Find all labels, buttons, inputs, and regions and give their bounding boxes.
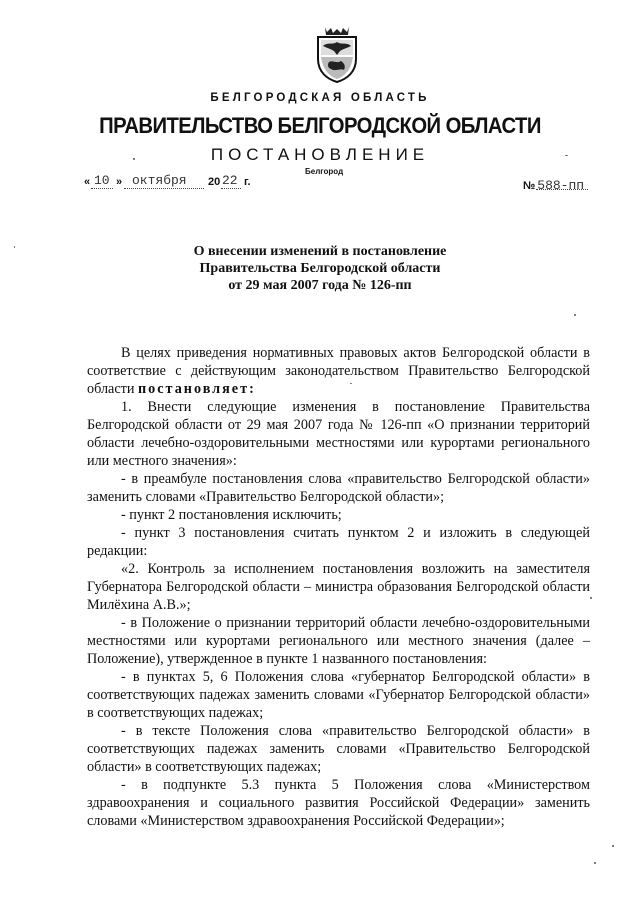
date-year-abbr: г. [244, 176, 251, 188]
title-line-3: от 29 мая 2007 года № 126-пп [228, 278, 412, 293]
title-line-1: О внесении изменений в постановление [193, 244, 447, 259]
date-year-suffix: 22 [222, 173, 238, 188]
scan-speck [590, 597, 592, 599]
scan-speck [133, 158, 135, 160]
coat-of-arms-emblem [311, 24, 363, 84]
paragraph-preamble-change: - в преамбуле постановления слова «правительство Белгородской области» заменить словами «Правительство Белгородской области»; [87, 471, 590, 505]
date-close-quote: » [116, 176, 123, 188]
region-heading: БЕЛГОРОДСКАЯ ОБЛАСТЬ [210, 92, 430, 104]
paragraph-exclude-item-2: - пункт 2 постановления исключить; [121, 507, 342, 523]
date-month: октября [132, 173, 187, 188]
paragraph-item-3-change: - пункт 3 постановления считать пунктом 2 и изложить в следующей редакции: [87, 525, 590, 559]
government-heading: ПРАВИТЕЛЬСТВО БЕЛГОРОДСКОЙ ОБЛАСТИ [99, 113, 541, 138]
scan-speck [565, 155, 568, 156]
year-underline [221, 188, 241, 189]
paragraph-subitem-5-3: - в подпункте 5.3 пункта 5 Положения слова «Министерством здравоохранения и социального развития Российской Федерации» заменить словами «Министерством здравоохранения Российской Федерации»; [87, 777, 590, 829]
preamble-paragraph [87, 344, 590, 398]
paragraph-regulation-change: - в Положение о признании территорий области лечебно-оздоровительными местностями или курортами регионального или местного значения (далее – Положение), утвержденное в пункте 1 названного постановления: [87, 615, 590, 667]
scan-speck [594, 862, 596, 864]
scan-speck [612, 845, 614, 847]
number-sign: № [523, 180, 536, 192]
document-type-heading: ПОСТАНОВЛЕНИЕ [210, 145, 430, 164]
number-value: 588-пп [537, 178, 585, 193]
paragraph-control-clause: «2. Контроль за исполнением постановления возложить на заместителя Губернатора Белгородской области – министра образования Белгородской области Милёхина А.В.»; [87, 561, 590, 613]
resolves-word: постановляет: [137, 381, 256, 397]
paragraph-regulation-text: - в тексте Положения слова «правительство Белгородской области» в соответствующих падежах заменить словами «Правительство Белгородской области» в соответствующих падежах; [87, 723, 590, 775]
date-day: 10 [94, 173, 110, 188]
scan-speck [350, 383, 352, 384]
title-line-2: Правительства Белгородской области [199, 261, 441, 276]
document-body [87, 344, 590, 830]
number-underline [536, 189, 588, 190]
paragraph-item-1: 1. Внести следующие изменения в постановление Правительства Белгородской области от 29 мая 2007 года № 126-пп «О признании территорий области лечебно-оздоровительными местностями или курортами регионального или местного значения»: [87, 399, 590, 469]
scan-speck [14, 246, 15, 248]
city-label: Белгород [305, 167, 344, 176]
date-open-quote: « [84, 176, 91, 188]
scan-speck [574, 314, 576, 316]
day-underline [91, 188, 113, 189]
date-year-prefix: 20 [208, 176, 221, 188]
document-title [0, 243, 640, 294]
paragraph-items-5-6: - в пунктах 5, 6 Положения слова «губернатор Белгородской области» в соответствующих падежах заменить словами «Губернатор Белгородской области» в соответствующих падежах; [87, 669, 590, 721]
document-number [523, 176, 584, 194]
month-underline [124, 188, 204, 189]
preamble-text: В целях приведения нормативных правовых актов Белгородской области в соответствие с действующим законодательством Правительство Белгородской области [87, 345, 590, 397]
